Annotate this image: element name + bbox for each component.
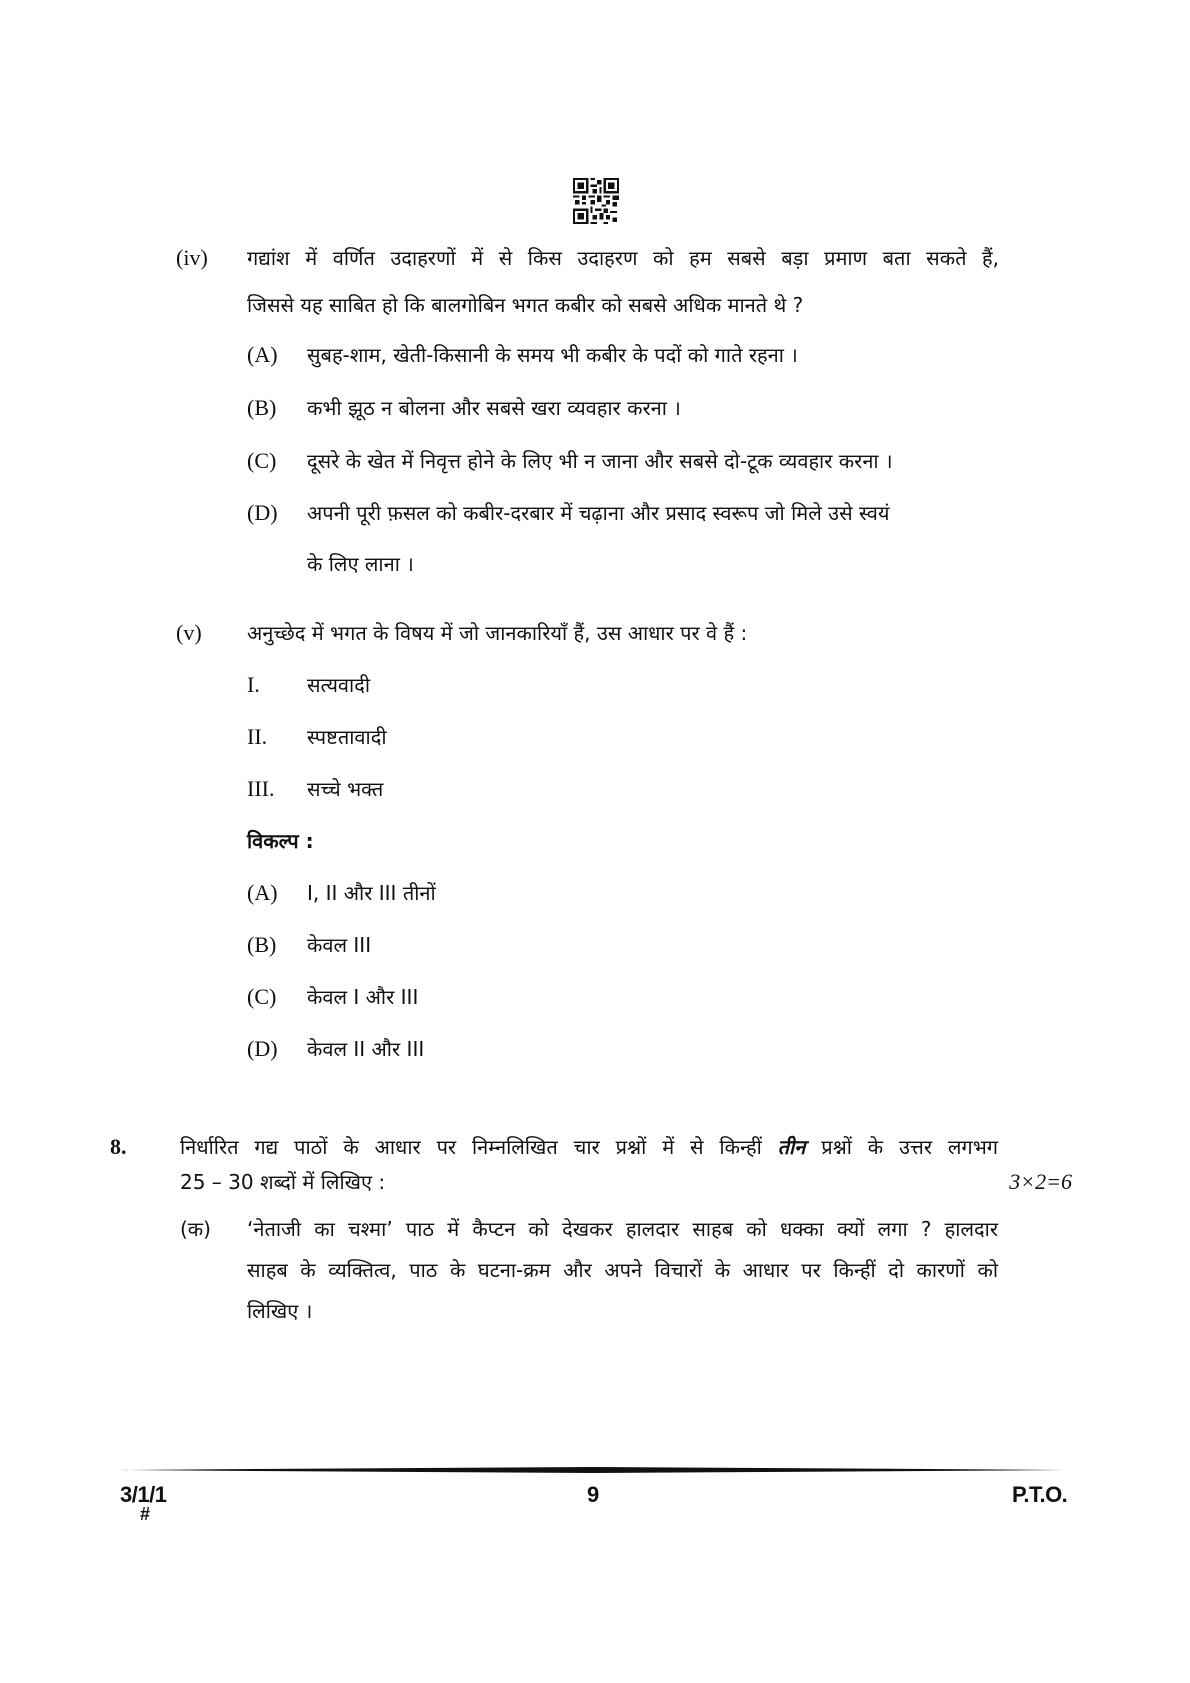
qr-code-icon bbox=[573, 178, 619, 224]
instruction-emphasis: तीन bbox=[777, 1135, 806, 1159]
option-b-text: कभी झूठ न बोलना और सबसे खरा व्यवहार करना । bbox=[307, 396, 681, 420]
footer-divider bbox=[120, 1465, 1065, 1475]
part-ka-line-1: ‘नेताजी का चश्मा’ पाठ में कैप्टन को देखकर हालदार साहब को धक्का क्यों लगा ? हालदार bbox=[247, 1217, 998, 1241]
question-8-instruction-line-2: 25 – 30 शब्दों में लिखिए : bbox=[180, 1170, 386, 1194]
option-a-label: (A) bbox=[247, 342, 278, 367]
part-iv-question-line-1: गद्यांश में वर्णित उदाहरणों में से किस उदाहरण को हम सबसे बड़ा प्रमाण बता सकते हैं, bbox=[247, 246, 999, 270]
part-v-label: (v) bbox=[176, 620, 202, 645]
option-b-text: केवल III bbox=[307, 933, 372, 957]
statement-2-text: स्पष्टतावादी bbox=[307, 725, 387, 749]
option-a-text: सुबह-शाम, खेती-किसानी के समय भी कबीर के पदों को गाते रहना । bbox=[307, 343, 798, 367]
question-8-instruction-line-1 bbox=[180, 1132, 998, 1162]
option-c-label: (C) bbox=[247, 448, 277, 473]
option-c-label: (C) bbox=[247, 984, 277, 1009]
option-a-text: I, II और III तीनों bbox=[307, 881, 436, 905]
part-ka-label: (क) bbox=[180, 1217, 211, 1241]
part-iv-label: (iv) bbox=[176, 245, 208, 270]
part-ka-line-2: साहब के व्यक्तित्व, पाठ के घटना-क्रम और अपने विचारों के आधार पर किन्हीं दो कारणों को bbox=[247, 1258, 998, 1282]
part-v-question: अनुच्छेद में भगत के विषय में जो जानकारियाँ हैं, उस आधार पर वे हैं : bbox=[247, 621, 748, 645]
options-heading: विकल्प : bbox=[247, 829, 314, 853]
part-ka-line-3: लिखिए । bbox=[247, 1299, 313, 1323]
hash-mark: # bbox=[140, 1504, 150, 1524]
page-number: 9 bbox=[587, 1482, 599, 1507]
statement-1-text: सत्यवादी bbox=[307, 673, 371, 697]
pto-label: P.T.O. bbox=[1012, 1482, 1068, 1507]
option-c-text: दूसरे के खेत में निवृत्त होने के लिए भी न जाना और सबसे दो-टूक व्यवहार करना । bbox=[307, 449, 893, 473]
option-d-text: केवल II और III bbox=[307, 1037, 425, 1061]
paper-code: 3/1/1 bbox=[120, 1482, 167, 1507]
statement-3-label: III. bbox=[247, 776, 275, 801]
instruction-pre: निर्धारित गद्य पाठों के आधार पर निम्नलिखित चार प्रश्नों में से किन्हीं bbox=[180, 1135, 762, 1159]
option-d-text-line-2: के लिए लाना । bbox=[307, 552, 414, 576]
option-c-text: केवल I और III bbox=[307, 985, 419, 1009]
statement-3-text: सच्चे भक्त bbox=[307, 777, 384, 801]
statement-1-label: I. bbox=[247, 672, 260, 697]
part-iv-question-line-2: जिससे यह साबित हो कि बालगोबिन भगत कबीर को सबसे अधिक मानते थे ? bbox=[247, 293, 804, 317]
question-8-number: 8. bbox=[110, 1134, 127, 1159]
option-d-label: (D) bbox=[247, 1036, 278, 1061]
instruction-post: प्रश्नों के उत्तर लगभग bbox=[821, 1135, 999, 1159]
option-d-text-line-1: अपनी पूरी फ़सल को कबीर-दरबार में चढ़ाना और प्रसाद स्वरूप जो मिले उसे स्वयं bbox=[307, 501, 890, 525]
option-b-label: (B) bbox=[247, 395, 277, 420]
marks-allocation: 3×2=6 bbox=[1009, 1169, 1072, 1194]
option-a-label: (A) bbox=[247, 880, 278, 905]
option-b-label: (B) bbox=[247, 932, 277, 957]
statement-2-label: II. bbox=[247, 724, 268, 749]
option-d-label: (D) bbox=[247, 500, 278, 525]
